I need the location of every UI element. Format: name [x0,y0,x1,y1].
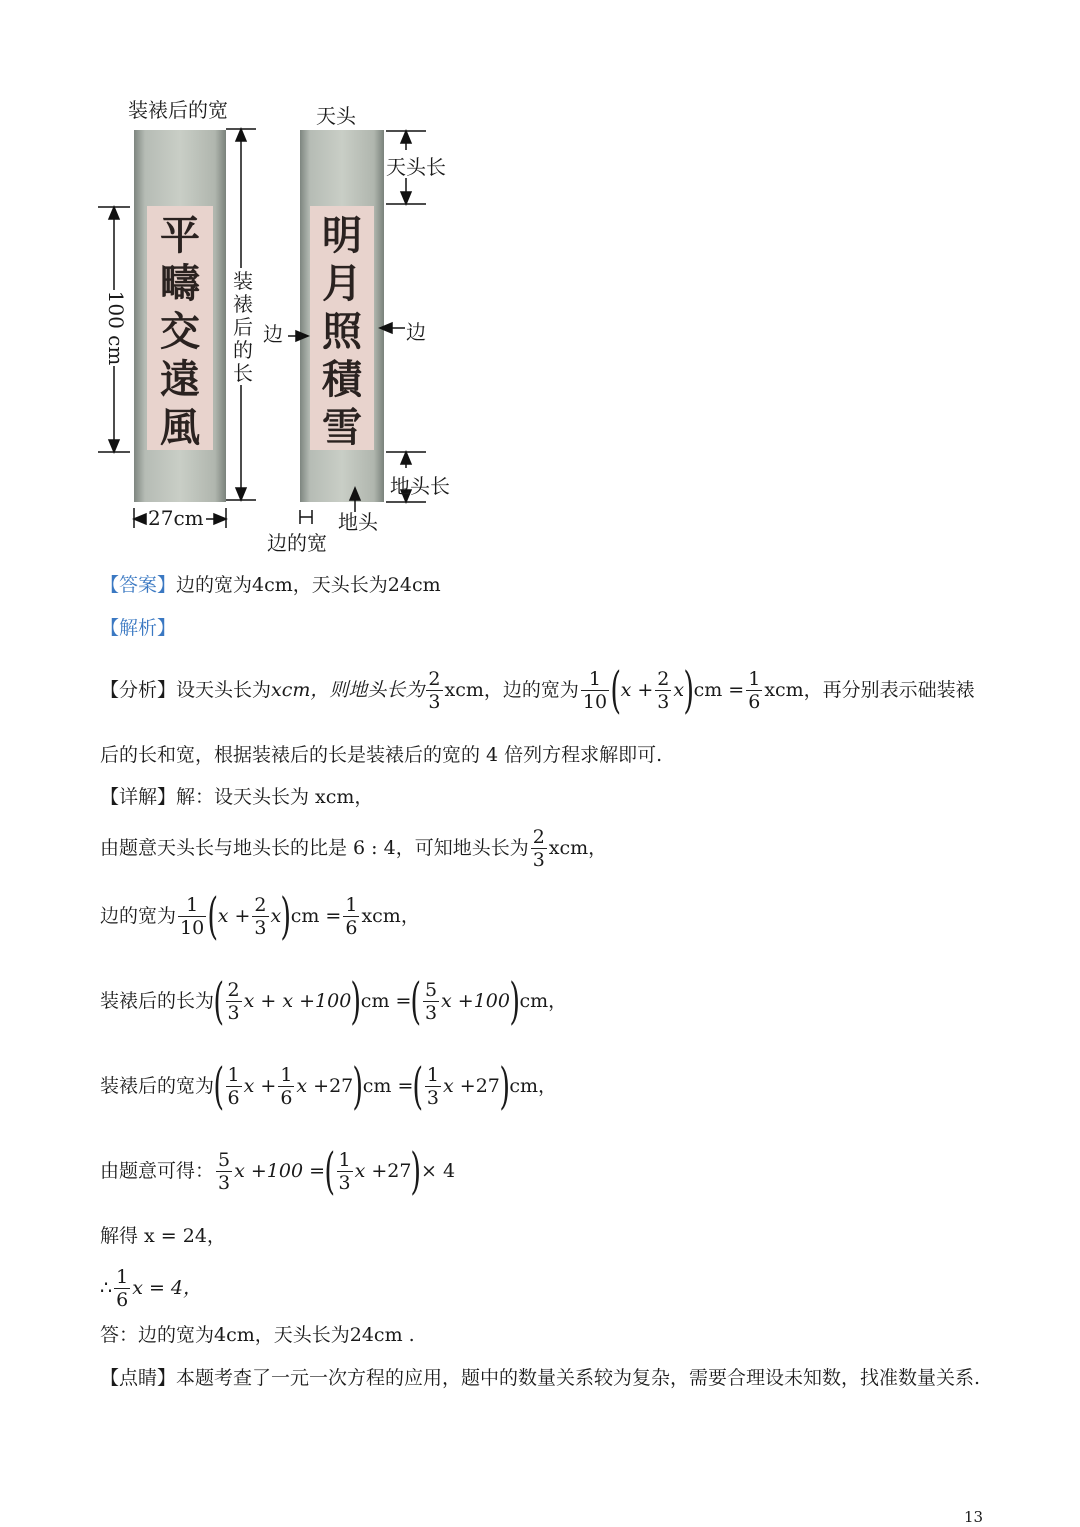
fraction: $\frac{1}{6}$ [345,893,358,939]
fraction: $\frac{5}{3}$ [218,1148,231,1194]
label-27cm: 27cm [148,506,204,530]
dianjing-line [100,1366,980,1390]
label-char: 后 [233,315,253,339]
fenxi-text: xcm，再分别表示础装裱 [764,679,975,701]
calligraphy-char: 照 [322,308,362,355]
fraction: $\frac{1}{10}$ [582,667,608,713]
detail-math: x + x +100 [243,990,352,1012]
detail-text: xcm， [361,905,420,927]
detail-line6: 由题意可得： $\frac{5}{3}$ x +100 = ( $\frac{1}{3}$ x +27 ) × 4 [100,1142,456,1200]
calligraphy-char: 遠 [160,356,200,403]
label-100cm [92,290,136,366]
detail-text: cm， [509,1075,558,1097]
detail-line2 [100,820,607,876]
detail-math: × 4 [421,1160,456,1182]
label-char: 的 [233,338,253,362]
detail-text: 解：设天头长为 xcm， [176,786,374,808]
detail-text: 由题意天头长与地头长的比是 6 : 4，可知地头长为 [100,837,529,859]
fraction: $\frac{1}{10}$ [180,893,205,939]
label-ditou: 地头 [338,510,378,534]
fraction: $\frac{2}{3}$ [428,667,441,713]
calligraphy-char: 交 [160,308,200,355]
calligraphy-char: 平 [160,212,200,259]
detail-line9: 答：边的宽为4cm，天头长为24cm . [100,1324,415,1346]
detail-text: 边的宽为 [100,905,177,927]
fenxi-text: xcm，则地头长为 [271,679,425,701]
label-width-after-mounting: 装裱后的宽 [128,98,228,122]
calligraphy-char: 月 [322,260,362,307]
fenxi-text: 设天头长为 [176,679,272,701]
calligraphy-char: 風 [160,404,200,451]
fenxi-line: 【分析】 设天头长为 xcm，则地头长为 $\frac{2}{3}$ xcm，边的宽为 $\frac{1}{10}$ ( x + $\frac{2}{3}$ x ) cm = $\frac{1}{6}$ xcm，再分别表示础装裱 [100,661,975,719]
detail-line4: 装裱后的长为 ( $\frac{2}{3}$ x + x +100 ) cm = ( $\frac{5}{3}$ x +100 ) cm， [100,972,568,1030]
label-ditou-length: 地头长 [390,474,450,498]
detail-line7: 解得 x = 24， [100,1225,226,1247]
fraction: $\frac{1}{6}$ [748,667,761,713]
therefore-symbol: ∴ [100,1277,113,1299]
detail-text: cm， [519,990,568,1012]
fraction: $\frac{2}{3}$ [532,825,545,871]
detail-text: cm = [290,905,342,927]
calligraphy-char: 疇 [160,260,200,307]
answer-line [100,573,441,597]
detail-math: x = 4， [132,1277,202,1299]
dianjing-text: 本题考查了一元一次方程的应用，题中的数量关系较为复杂，需要合理设未知数，找准数量关系. [176,1367,981,1389]
label-char: 长 [233,361,253,385]
label-tiantou: 天头 [316,104,356,128]
fenxi-tag: 【分析】 [100,679,177,701]
fenxi-text: cm = [693,679,745,701]
fenxi-line2: 后的长和宽，根据装裱后的长是装裱后的宽的 4 倍列方程求解即可. [100,744,663,766]
label-100cm-text: 100 cm [104,290,128,366]
label-char: 装 [233,269,253,293]
detail-line1 [100,785,373,809]
detail-math: x +100 = [234,1160,326,1182]
detail-math: x +100 [441,990,510,1012]
label-length-after-mounting [232,270,254,385]
label-char: 裱 [233,292,253,316]
fenxi-text: xcm，边的宽为 [444,679,579,701]
calligraphy-char: 明 [322,212,362,259]
detail-text: 装裱后的宽为 [100,1075,215,1097]
detail-text: 装裱后的长为 [100,990,215,1012]
detail-line3: 边的宽为 $\frac{1}{10}$ ( x + $\frac{2}{3}$ x ) cm = $\frac{1}{6}$ xcm， [100,887,420,945]
detail-text: cm = [362,1075,414,1097]
detail-line8 [100,1260,202,1316]
answer-tag: 【答案】 [100,574,177,596]
calligraphy-char: 積 [322,356,362,403]
label-edge-left: 边 [263,322,283,346]
detail-text: 由题意可得： [100,1160,215,1182]
detail-text: cm = [360,990,412,1012]
dianjing-tag: 【点睛】 [100,1367,177,1389]
label-edge-width: 边的宽 [267,531,327,555]
detail-tag: 【详解】 [100,786,177,808]
label-edge-right: 边 [406,320,426,344]
calligraphy-char: 雪 [322,404,362,451]
answer-text: 边的宽为4cm，天头长为24cm [176,574,441,596]
page-number: 13 [964,1508,984,1526]
detail-text: xcm， [548,837,608,859]
analysis-tag: 【解析】 [100,617,177,639]
label-tiantou-length: 天头长 [386,155,446,179]
fraction: $\frac{1}{6}$ [116,1265,129,1311]
detail-line5: 装裱后的宽为 ( $\frac{1}{6}$ x + $\frac{1}{6}$ x +27 ) cm = ( $\frac{1}{3}$ x +27 ) cm， [100,1057,558,1115]
